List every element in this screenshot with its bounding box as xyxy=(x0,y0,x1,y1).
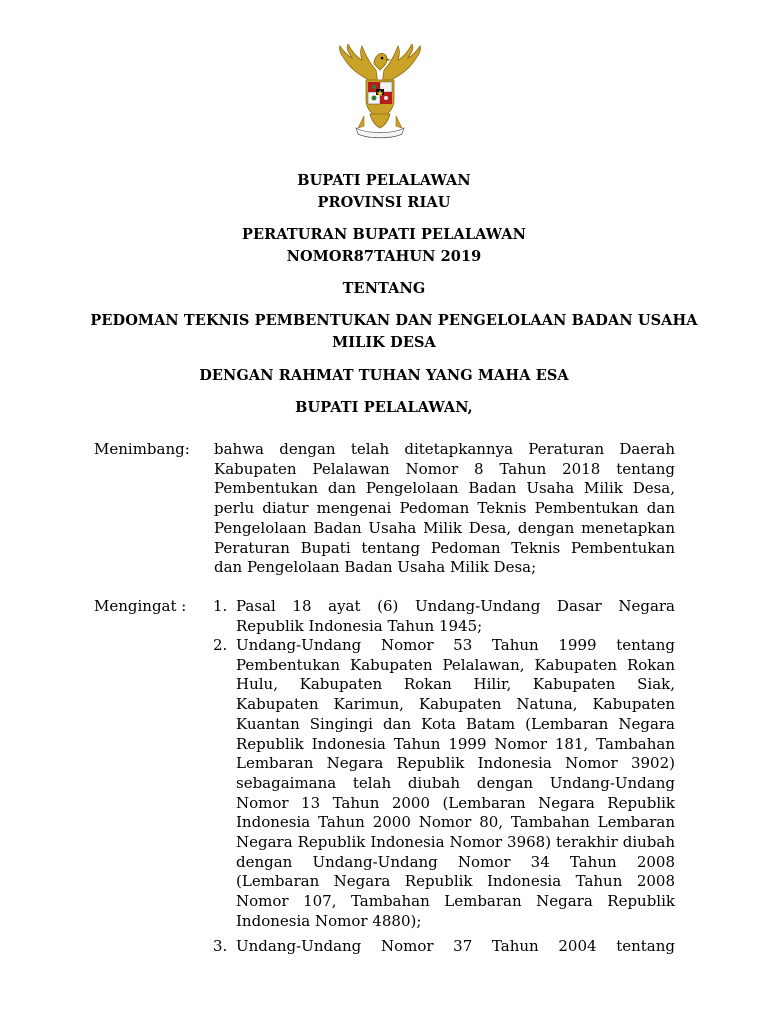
mengingat-label: Mengingat : xyxy=(94,597,187,615)
regulation-title: PERATURAN BUPATI PELALAWAN xyxy=(242,226,526,243)
menimbang-label: Menimbang: xyxy=(94,440,190,458)
garuda-emblem-icon xyxy=(330,44,430,140)
list-item-text: Pasal 18 ayat (6) Undang-Undang Dasar Negara Republik Indonesia Tahun 1945; xyxy=(236,597,675,635)
list-item-number: 1. xyxy=(213,597,228,615)
regulation-number: NOMOR87TAHUN 2019 xyxy=(286,248,482,265)
list-item-text: Undang-Undang Nomor 37 Tahun 2004 tentang xyxy=(236,937,675,955)
issuer: BUPATI PELALAWAN, xyxy=(295,399,473,416)
subject-line-2: MILIK DESA xyxy=(332,334,436,351)
preamble: DENGAN RAHMAT TUHAN YANG MAHA ESA xyxy=(199,367,569,384)
header-line-1: BUPATI PELALAWAN xyxy=(297,172,471,189)
menimbang-text: bahwa dengan telah ditetapkannya Peraturan Daerah Kabupaten Pelalawan Nomor 8 Tahun 2018 tentang Pembentukan dan Pengelolaan Badan Usaha Milik Desa, perlu diatur mengenai Pedoman Teknis Pembentukan dan Pengelolaan Badan Usaha Milik Desa, dengan menetapkan Peraturan Bupati tentang Pedoman Teknis Pembentukan dan Pengelolaan Badan Usaha Milik Desa; xyxy=(214,440,675,577)
list-item-number: 2. xyxy=(213,636,228,654)
about-heading: TENTANG xyxy=(342,280,426,297)
header-line-2: PROVINSI RIAU xyxy=(317,194,451,211)
subject-line-1: PEDOMAN TEKNIS PEMBENTUKAN DAN PENGELOLAAN BADAN USAHA xyxy=(90,312,698,329)
list-item-text: Undang-Undang Nomor 53 Tahun 1999 tentang Pembentukan Kabupaten Pelalawan, Kabupaten Rokan Hulu, Kabupaten Rokan Hilir, Kabupaten Siak, Kabupaten Karimun, Kabupaten Natuna, Kabupaten Kuantan Singingi dan Kota Batam (Lembaran Negara Republik Indonesia Tahun 1999 Nomor 181, Tambahan Lembaran Negara Republik Indonesia Nomor 3902) sebagaimana telah diubah dengan Undang-Undang Nomor 13 Tahun 2000 (Lembaran Negara Republik Indonesia Tahun 2000 Nomor 80, Tambahan Lembaran Negara Republik Indonesia Nomor 3968) terakhir diubah dengan Undang-Undang Nomor 34 Tahun 2008 (Lembaran Negara Republik Indonesia Tahun 2008 Nomor 107, Tambahan Lembaran Negara Republik Indonesia Nomor 4880); xyxy=(236,636,675,930)
list-item-number: 3. xyxy=(213,937,228,955)
